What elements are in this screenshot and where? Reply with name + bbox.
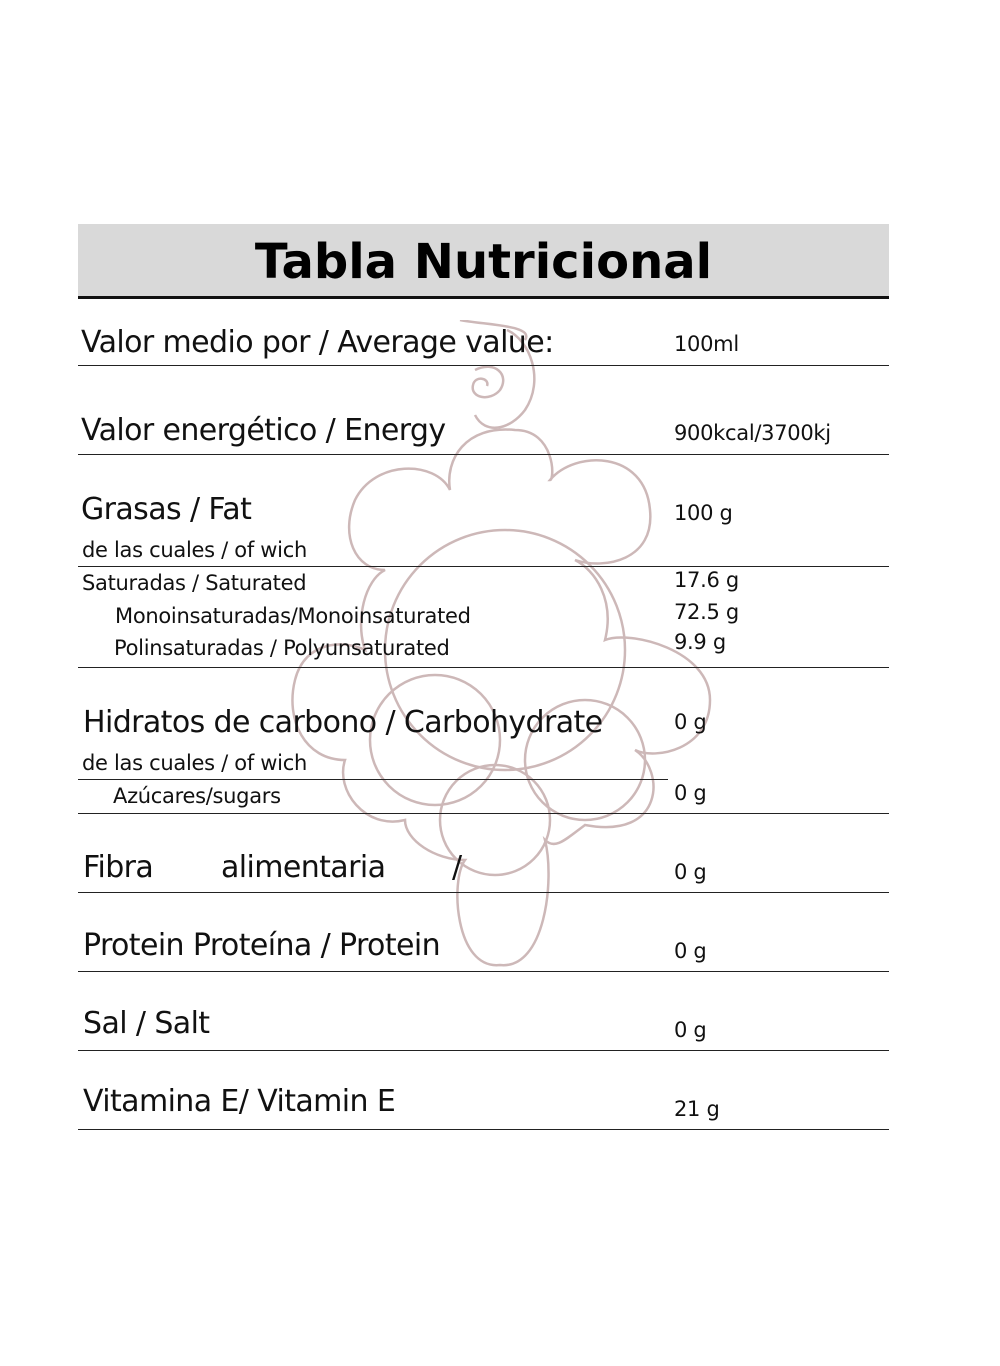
row-divider: [78, 365, 889, 366]
row-divider: [78, 1129, 889, 1130]
fat-value: 100 g: [674, 501, 733, 525]
poly-label: Polinsaturadas / Polyunsaturated: [114, 636, 450, 660]
average-label: Valor medio por / Average value:: [81, 325, 554, 360]
row-divider: [78, 813, 889, 814]
fat-label: Grasas / Fat: [81, 492, 252, 527]
row-divider: [78, 779, 668, 780]
salt-value: 0 g: [674, 1018, 707, 1042]
fiber-label-word1: Fibra: [83, 850, 154, 885]
fiber-value: 0 g: [674, 860, 707, 884]
saturated-value: 17.6 g: [674, 568, 739, 592]
vitamin-e-label: Vitamina E/ Vitamin E: [83, 1084, 396, 1119]
saturated-label: Saturadas / Saturated: [82, 571, 307, 595]
row-divider: [78, 667, 889, 668]
page-title: Tabla Nutricional: [254, 234, 713, 290]
carbs-label: Hidratos de carbono / Carbohydrate: [83, 705, 603, 740]
energy-value: 900kcal/3700kj: [674, 421, 831, 445]
carbs-value: 0 g: [674, 710, 707, 734]
energy-label: Valor energético / Energy: [81, 413, 446, 448]
salt-label: Sal / Salt: [83, 1006, 210, 1041]
poly-value: 9.9 g: [674, 630, 726, 654]
row-divider: [78, 454, 889, 455]
mono-value: 72.5 g: [674, 600, 739, 624]
fiber-label-word2: alimentaria: [221, 850, 386, 885]
row-divider: [78, 971, 889, 972]
protein-label: Protein Proteína / Protein: [83, 928, 440, 963]
sugars-value: 0 g: [674, 781, 707, 805]
carbs-of-which: de las cuales / of wich: [82, 751, 307, 775]
average-value: 100ml: [674, 332, 739, 356]
fiber-label-slash: /: [452, 850, 462, 885]
header-bar: [78, 224, 889, 299]
mono-label: Monoinsaturadas/Monoinsaturated: [115, 604, 471, 628]
row-divider: [78, 566, 889, 567]
vitamin-e-value: 21 g: [674, 1097, 720, 1121]
protein-value: 0 g: [674, 939, 707, 963]
fat-of-which: de las cuales / of wich: [82, 538, 307, 562]
sugars-label: Azúcares/sugars: [113, 784, 281, 808]
row-divider: [78, 892, 889, 893]
row-divider: [78, 1050, 889, 1051]
